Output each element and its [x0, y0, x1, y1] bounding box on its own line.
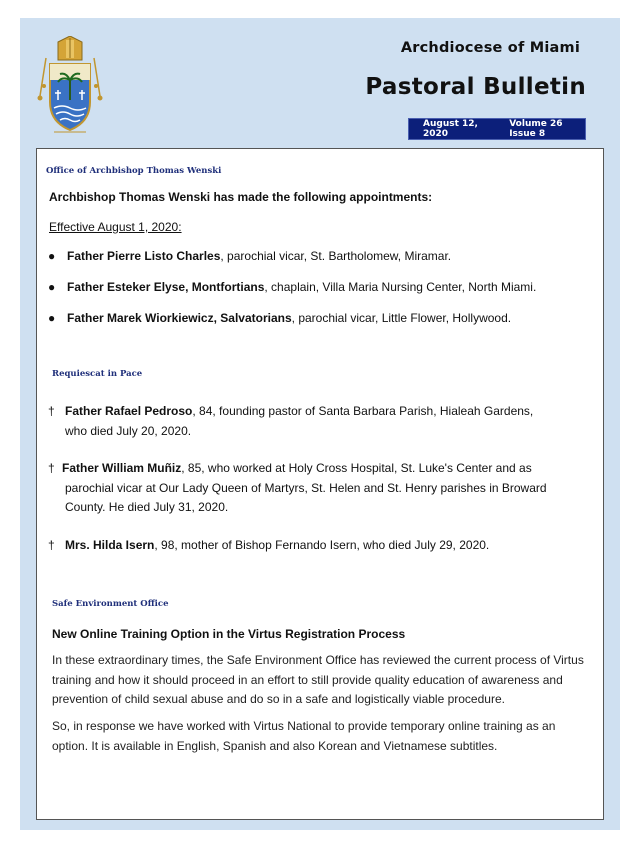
section-label-appointments: Office of Archbishop Thomas Wenski — [46, 166, 222, 176]
safe-environment-heading: New Online Training Option in the Virtus Registration Process — [52, 627, 406, 641]
obituary-item-continued: parochial vicar at Our Lady Queen of Martyrs, St. Helen and St. Henry parishes in Broward — [65, 481, 547, 495]
obituary-item-continued: County. He died July 31, 2020. — [65, 500, 229, 514]
effective-date: Effective August 1, 2020: — [49, 220, 182, 234]
dagger-cross-icon: † — [48, 461, 55, 475]
bullet-dot: ● — [48, 249, 56, 263]
obituary-item: Mrs. Hilda Isern, 98, mother of Bishop Fernando Isern, who died July 29, 2020. — [65, 538, 490, 552]
obituary-item: Father Rafael Pedroso, 84, founding pastor of Santa Barbara Parish, Hialeah Gardens, — [65, 404, 534, 418]
appointment-item: Father Marek Wiorkiewicz, Salvatorians, parochial vicar, Little Flower, Hollywood. — [67, 311, 512, 325]
issue-date: August 12, 2020 — [423, 119, 478, 139]
safe-environment-paragraph: In these extraordinary times, the Safe Environment Office has reviewed the current process of Virtus training and how it should proceed in an effort to still provide quality education of awareness and prevention of child sexual abuse and do so in a safe and logistically viable procedure. — [52, 653, 584, 706]
safe-environment-paragraph: So, in response we have worked with Virtus National to provide temporary online training as an option. It is available in English, Spanish and also Korean and Vietnamese subtitles. — [52, 719, 556, 753]
bullet-dot: ● — [48, 280, 56, 294]
dagger-cross-icon: † — [48, 538, 55, 552]
content-box — [36, 148, 604, 820]
dagger-cross-icon: † — [48, 404, 55, 418]
issue-volume: Volume 26 Issue 8 — [509, 119, 563, 139]
bulletin-title: Pastoral Bulletin — [365, 74, 586, 100]
obituary-item-continued: who died July 20, 2020. — [65, 424, 192, 438]
bullet-dot: ● — [48, 311, 56, 325]
section-label-requiescat: Requiescat in Pace — [52, 369, 143, 379]
obituary-item: Father William Muñiz, 85, who worked at Holy Cross Hospital, St. Luke's Center and as — [62, 461, 532, 475]
organization-name: Archdiocese of Miami — [400, 40, 580, 56]
appointments-heading: Archbishop Thomas Wenski has made the following appointments: — [49, 190, 433, 204]
issue-bar — [408, 118, 586, 140]
archdiocese-seal-icon — [36, 36, 104, 136]
appointment-item: Father Esteker Elyse, Montfortians, chaplain, Villa Maria Nursing Center, North Miami. — [67, 280, 537, 294]
section-label-safe-environment: Safe Environment Office — [52, 599, 169, 609]
appointment-item: Father Pierre Listo Charles, parochial vicar, St. Bartholomew, Miramar. — [67, 249, 452, 263]
